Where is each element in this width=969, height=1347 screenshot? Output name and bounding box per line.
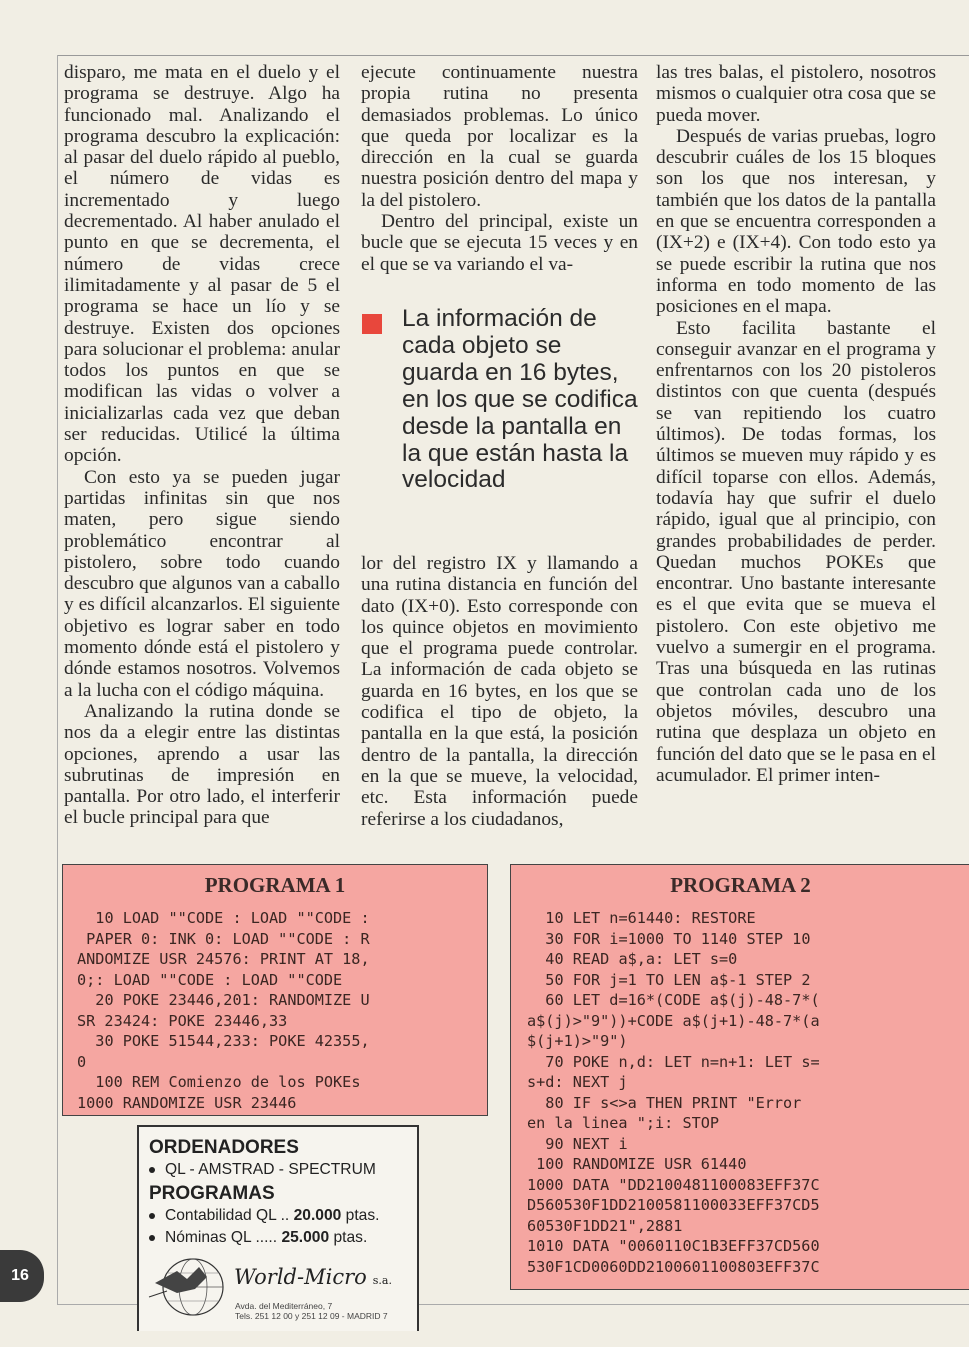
text-column-2-continued — [361, 553, 638, 830]
text-column-3 — [656, 62, 936, 786]
program-listing-1 — [62, 864, 488, 1116]
paragraph: Con esto ya se pueden jugar partidas infinitas sin que nos maten, pero sigue siendo problemático encontrar al pistolero, sobre todo cuando descubro que algunos van a caballo y es difícil alcanzarlos. El siguiente objetivo es lograr saber en todo momento dónde está el pistolero y dónde estamos nosotros. Volvemos a la lucha con el código máquina. — [64, 466, 340, 701]
ad-brand-suffix: s.a. — [372, 1274, 392, 1287]
paragraph: Esto facilita bastante el conseguir avanzar en el programa y enfrentarnos con los 20 pistoleros distintos con que cuenta (después se van repitiendo los cuatro últimos). De todas formas, los últimos se mueven muy rápido y es difícil toparse con ellos. Además, todavía hay que sufrir el duelo rápido, igual que al principio, con grandes probabilidades de perder. Quedan muchos POKEs que encontrar. Uno bastante interesante es el que evita que se mueva el pistolero. Con este objetivo me vuelvo a sumergir en el programa. Tras una búsqueda en las rutinas que controlan cada uno de los objetos móviles, descubro una rutina que desplaza un objeto en función del dato que se le pasa en el acumulador. El primer inten- — [656, 317, 936, 786]
ad-address-line: Tels. 251 12 00 y 251 12 09 - MADRID 7 — [235, 1311, 388, 1321]
ad-item-leader: .. — [280, 1207, 290, 1224]
listing-title: PROGRAMA 1 — [204, 873, 346, 897]
pull-quote-text: La información de cada objeto se guarda en 16 bytes, en los que se codifica desde la pantalla en la que están hasta la velocidad — [402, 305, 638, 494]
globe-logo-icon — [147, 1253, 231, 1319]
paragraph: Analizando la rutina donde se nos da a elegir entre las distintas opciones, aprendo a usar las subrutinas de impresión en pantalla. Por otro lado, el interferir el bucle principal para que — [64, 700, 340, 829]
paragraph: lor del registro IX y llamando a una rutina distancia en función del dato (IX+0). Esto corresponde con los quince objetos en movimiento que el programa puede controlar. La información de cada objeto se guarda en 16 bytes, en los que se codifica el tipo de objeto, la pantalla en la que está, la posición dentro de la pantalla, la dirección en la que se mueve, la velocidad, etc. Esta información puede referirse a los ciudadanos, — [361, 553, 638, 830]
bullet-icon — [149, 1235, 155, 1241]
listing-title: PROGRAMA 2 — [670, 873, 811, 897]
ad-systems-text: QL - AMSTRAD - SPECTRUM — [165, 1161, 376, 1178]
ad-item-name: Nóminas QL — [165, 1229, 252, 1246]
ad-address-line: Avda. del Mediterráneo, 7 — [235, 1301, 333, 1311]
frame-rule-left — [57, 55, 58, 1305]
ad-item-name: Contabilidad QL — [165, 1207, 277, 1224]
ad-item-leader: ..... — [255, 1229, 278, 1246]
red-square-icon — [362, 314, 382, 334]
frame-rule-top — [57, 55, 969, 56]
text-column-1 — [64, 62, 340, 829]
ad-brand — [234, 1265, 392, 1289]
ad-brand-name: World-Micro — [234, 1265, 367, 1289]
ad-heading-programas: PROGRAMAS — [149, 1183, 275, 1204]
page-number-tab: 16 — [0, 1250, 44, 1302]
ad-item-price: 25.000 — [281, 1229, 330, 1246]
paragraph: disparo, me mata en el duelo y el programa se destruye. Algo ha funcionado mal. Analizando el programa descubro la explicación: al pasar del duelo rápido al pueblo, el número de vidas es incrementado y luego decrementado. Al haber anulado el punto en que se decrementa, el número de vidas crece ilimitadamente y al pasar de 5 el programa se hace un lío y se destruye. Existen dos opciones para solucionar el problema: anular todos los puntos en que se modifican las vidas o volver a inicializarlas cada vez que deban ser reducidas. Utilicé la última opción. — [64, 62, 340, 467]
paragraph: las tres balas, el pistolero, nosotros mismos o cualquier otra cosa que se pueda mover. — [656, 62, 937, 126]
paragraph: ejecute continuamente nuestra propia rutina no presenta demasiados problemas. Lo único que queda por localizar es la dirección en la cual se guarda nuestra posición dentro del mapa y la del pistolero. — [361, 62, 638, 211]
program-listing-2 — [510, 864, 969, 1290]
ad-item-unit: ptas. — [345, 1207, 380, 1224]
bullet-icon — [149, 1167, 155, 1173]
ad-item-contabilidad — [149, 1207, 379, 1225]
ad-systems-line — [149, 1161, 376, 1179]
ad-item-unit: ptas. — [333, 1229, 368, 1246]
paragraph: Dentro del principal, existe un bucle que se ejecuta 15 veces y en el que se va variando el va- — [361, 211, 638, 275]
ad-heading-ordenadores: ORDENADORES — [149, 1137, 299, 1158]
listing-code: 10 LOAD ""CODE : LOAD ""CODE : PAPER 0: INK 0: LOAD ""CODE : R ANDOMIZE USR 24576: PRINT AT 18, 0;: LOAD ""CODE : LOAD ""CODE 20 POKE 23446,201: RANDOMIZE U SR 23424: POKE 23446,33 30 POKE 51544,233: POKE 42355, 0 100 REM Comienzo de los POKEs 1000 RANDOMIZE USR 23446 — [77, 909, 370, 1112]
ad-address — [235, 1301, 388, 1321]
text-column-2 — [361, 62, 638, 275]
ad-item-price: 20.000 — [293, 1207, 342, 1224]
bullet-icon — [149, 1213, 155, 1219]
ad-item-nominas — [149, 1229, 367, 1247]
advertisement — [137, 1125, 419, 1331]
listing-code: 10 LET n=61440: RESTORE 30 FOR i=1000 TO 1140 STEP 10 40 READ a$,a: LET s=0 50 FOR j=1 TO LEN a$-1 STEP 2 60 LET d=16*(CODE a$(j)-48-7*( a$(j)>"9"))+CODE a$(j+1)-48-7*(a $(j+1)>"9") 70 POKE n,d: LET n=n+1: LET s= s+d: NEXT j 80 IF s<>a THEN PRINT "Error en la linea ";i: STOP 90 NEXT i 100 RANDOMIZE USR 61440 1000 DATA "DD2100481100083EFF37C D560530F1DD2100581100033EFF37CD5 60530F1DD21",2881 1010 DATA "0060110C1B3EFF37CD560 530F1CD0060DD2100601100803EFF37C — [527, 909, 820, 1276]
paragraph: Después de varias pruebas, logro descubrir cuáles de los 15 bloques son los que nos interesan, y también que los datos de la pantalla en que se encuentra corresponden a (IX+2) e (IX+4). Con todo esto ya se puede escribir la rutina que nos informa en todo momento de las posiciones en el mapa. — [656, 125, 936, 318]
pull-quote — [362, 306, 642, 494]
